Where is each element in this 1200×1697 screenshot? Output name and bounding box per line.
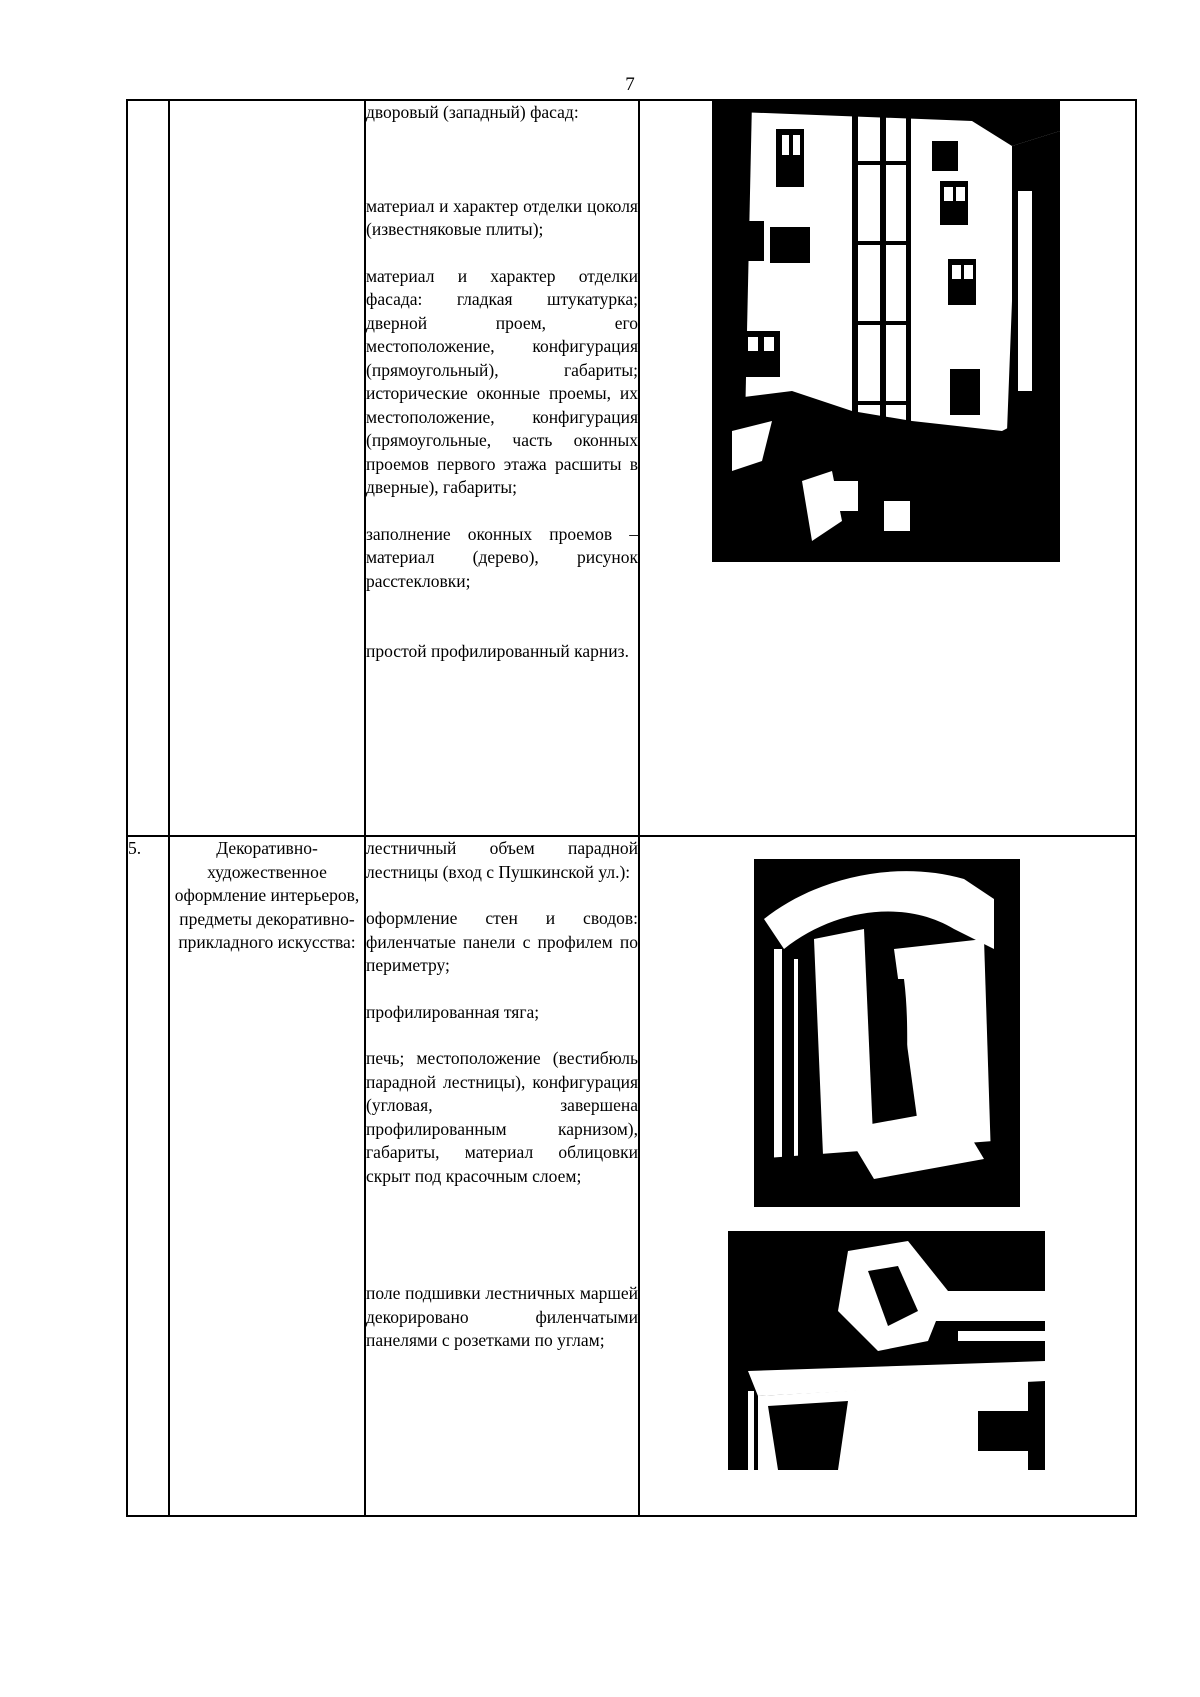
row-number: 5. (127, 836, 169, 1516)
description-paragraph: дворовый (западный) фасад: (366, 102, 579, 122)
description-paragraph: печь; местоположение (вестибюль парадной лестницы), конфигурация (угловая, завершена профилированным карнизом), габариты, материал облицовки скрыт под красочным слоем; (366, 1048, 638, 1186)
stair-vault-photo (754, 859, 1020, 1207)
description-paragraph: заполнение оконных проемов – материал (дерево), рисунок расстекловки; (366, 523, 638, 591)
courtyard-facade-photo (712, 101, 1060, 562)
page-number: 7 (625, 74, 635, 95)
description-paragraph: оформление стен и сводов: филенчатые панели с профилем по периметру; (366, 908, 638, 975)
element-name: Декоративно-художественное оформление интерьеров, предметы декоративно-прикладного искусства: (169, 836, 365, 1516)
element-name (169, 100, 365, 836)
description-cell (365, 100, 639, 836)
description-paragraph: поле подшивки лестничных маршей декорировано филенчатыми панелями с розетками по углам; (366, 1283, 638, 1350)
description-paragraph: материал и характер отделки цоколя (известняковые плиты); (366, 195, 638, 239)
description-paragraph: профилированная тяга; (366, 1001, 540, 1022)
description-paragraph: простой профилированный карниз. (366, 641, 629, 661)
stair-soffit-photo (728, 1231, 1045, 1470)
description-cell (365, 836, 639, 1516)
description-paragraph: материал и характер отделки фасада: гладкая штукатурка; дверной проем, его местоположение, конфигурация (прямоугольный), габариты; исторические оконные проемы, их местоположение, конфигурация (прямоугольные, часть оконных проемов первого этажа расшиты в дверные), габариты; (366, 265, 638, 497)
row-number (127, 100, 169, 836)
description-paragraph: лестничный объем парадной лестницы (вход с Пушкинской ул.): (366, 838, 638, 882)
